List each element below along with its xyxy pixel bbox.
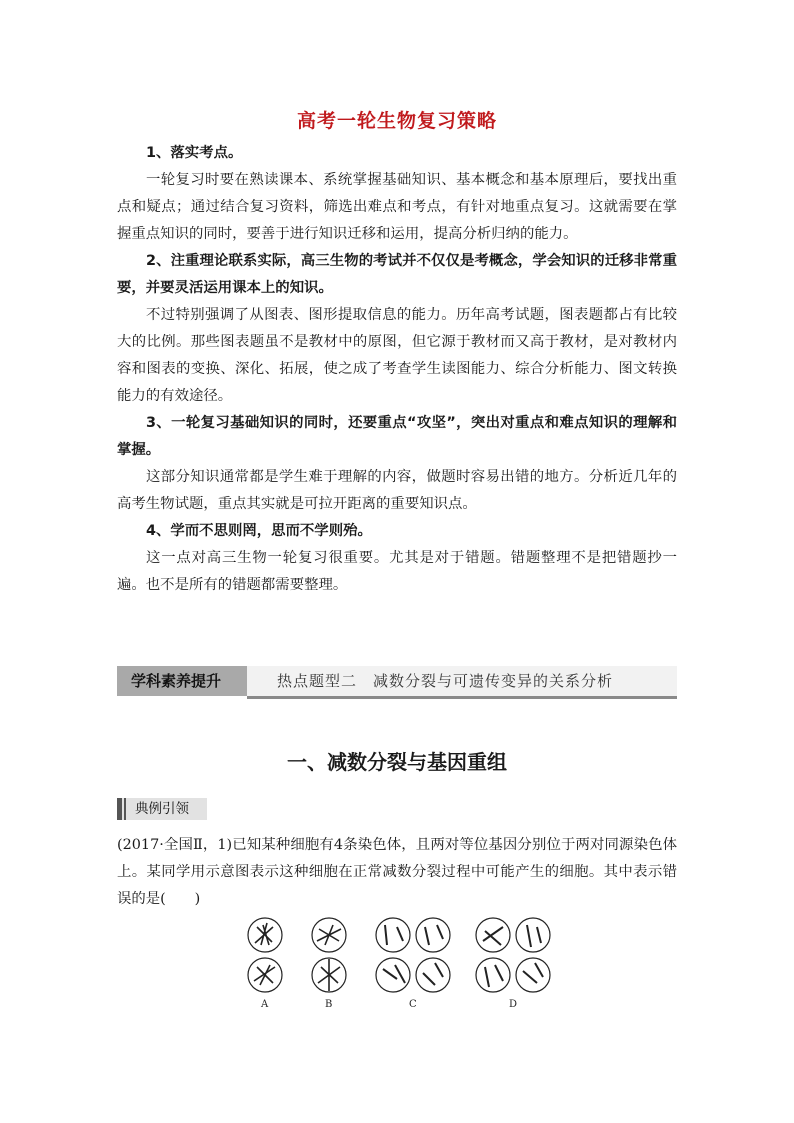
cell-d-bottom-left xyxy=(476,958,510,992)
example-bar-icon xyxy=(117,798,122,820)
section-title: 一、减数分裂与基因重组 xyxy=(287,750,507,774)
point-1-heading: 1、落实考点。 xyxy=(146,145,243,161)
cell-d-bottom-right xyxy=(516,958,550,992)
point-4-heading: 4、学而不思则罔，思而不学则殆。 xyxy=(146,523,372,539)
cell-d-top-right xyxy=(516,918,550,952)
example-label-box xyxy=(117,798,207,820)
cell-c-top-left xyxy=(376,918,410,952)
point-2-heading: 2、注重理论联系实际，高三生物的考试并不仅仅是考概念，学会知识的迁移非常重要，并要灵活运用课本上的知识。 xyxy=(117,253,677,296)
option-label-d: D xyxy=(509,999,518,1010)
cell-a-bottom xyxy=(248,958,282,992)
point-4-body: 这一点对高三生物一轮复习很重要。尤其是对于错题。错题整理不是把错题抄一遍。也不是所有的错题都需要整理。 xyxy=(117,550,677,593)
point-3-body: 这部分知识通常都是学生难于理解的内容，做题时容易出错的地方。分析近几年的高考生物试题，重点其实就是可拉开距离的重要知识点。 xyxy=(117,469,677,512)
banner-text: 热点题型二 减数分裂与可遗传变异的关系分析 xyxy=(277,672,614,690)
point-3-heading: 3、一轮复习基础知识的同时，还要重点“攻坚”，突出对重点和难点知识的理解和掌握。 xyxy=(117,415,677,458)
cell-c-bottom-left xyxy=(376,958,410,992)
cell-c-bottom-right xyxy=(416,958,450,992)
cell-b-top xyxy=(312,918,346,952)
section-banner xyxy=(117,662,677,700)
page-title: 高考一轮生物复习策略 xyxy=(296,110,497,132)
cell-d-top-left xyxy=(476,918,510,952)
example-label: 典例引领 xyxy=(135,801,189,817)
cell-b-bottom xyxy=(312,958,346,992)
point-2-body: 不过特别强调了从图表、图形提取信息的能力。历年高考试题，图表题都占有比较大的比例。那些图表题虽不是教材中的原图，但它源于教材而又高于教材，是对教材内容和图表的变换、深化、拓展，使之成了考查学生读图能力、综合分析能力、图文转换能力的有效途径。 xyxy=(117,307,677,404)
cell-a-top xyxy=(248,918,282,952)
option-label-c: C xyxy=(409,999,417,1010)
cell-diagram-figure xyxy=(245,915,555,1015)
option-label-a: A xyxy=(261,999,269,1010)
banner-label: 学科素养提升 xyxy=(130,672,221,690)
question-text: (2017·全国Ⅱ，1)已知某种细胞有4条染色体，且两对等位基因分别位于两对同源染色体上。某同学用示意图表示这种细胞在正常减数分裂过程中可能产生的细胞。其中表示错误的是( ) xyxy=(117,837,677,907)
example-bar-icon xyxy=(124,798,126,820)
cell-c-top-right xyxy=(416,918,450,952)
option-label-b: B xyxy=(325,999,333,1010)
point-1-body: 一轮复习时要在熟读课本、系统掌握基础知识、基本概念和基本原理后，要找出重点和疑点；通过结合复习资料，筛选出难点和考点，有针对地重点复习。这就需要在掌握重点知识的同时，要善于进行知识迁移和运用，提高分析归纳的能力。 xyxy=(117,172,677,242)
